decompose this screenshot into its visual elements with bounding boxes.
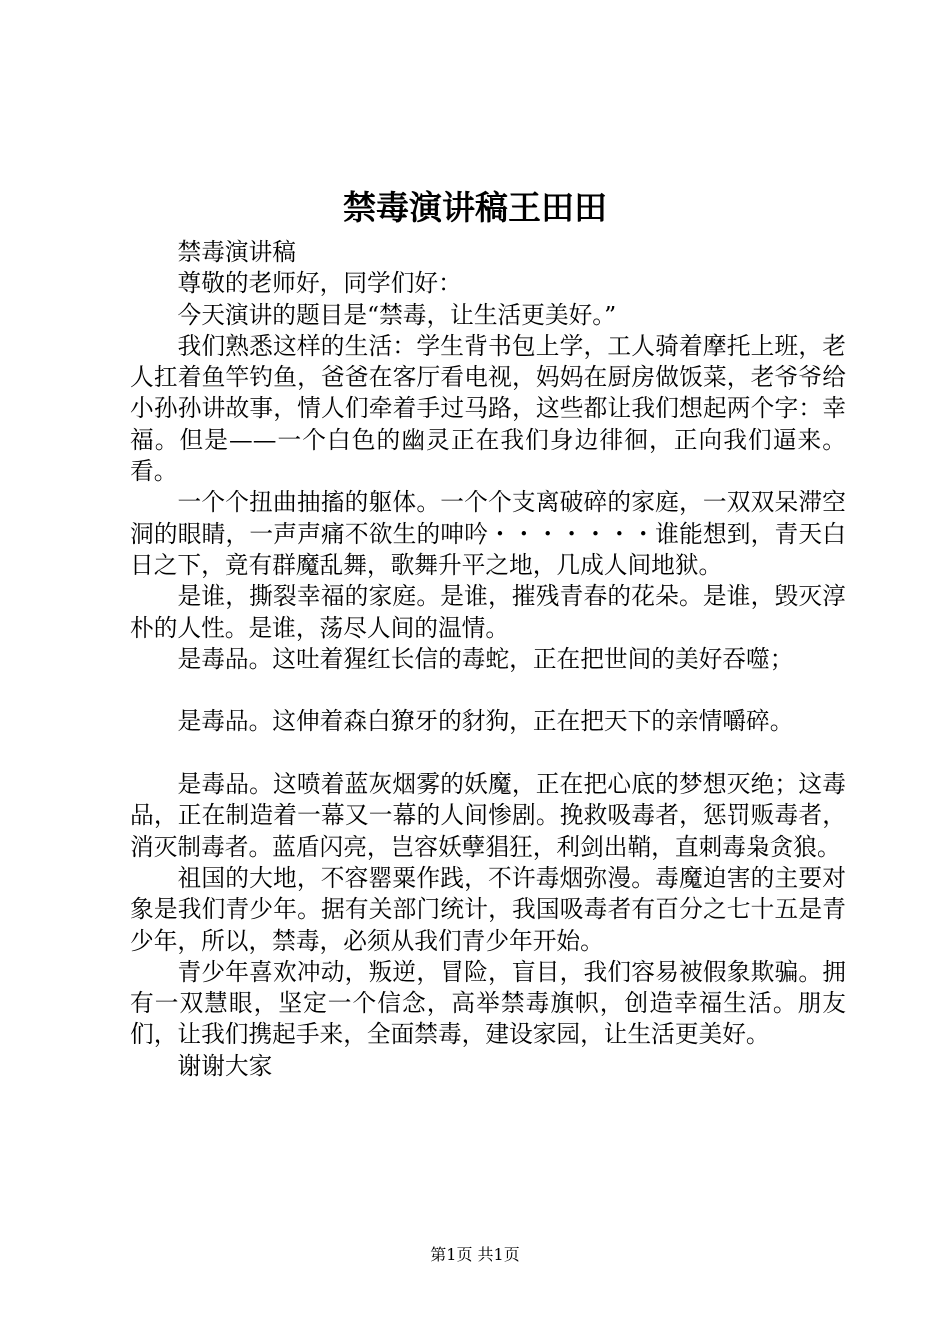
paragraph-who: 是谁，撕裂幸福的家庭。是谁，摧残青春的花朵。是谁，毁灭淳朴的人性。是谁，荡尽人间的温情。 [130,582,846,642]
blank-line [130,738,846,769]
paragraph-jackal: 是毒品。这伸着森白獠牙的豺狗，正在把天下的亲情嚼碎。 [177,707,794,736]
document-body [130,237,846,1082]
blank-line [130,675,846,706]
paragraph-heading: 禁毒演讲稿 [177,238,296,266]
document-title: 禁毒演讲稿王田田 [343,188,607,227]
page-footer: 第1页 共1页 [430,1245,520,1264]
paragraph-snake: 是毒品。这吐着猩红长信的毒蛇，正在把世间的美好吞噬； [177,644,794,673]
paragraph-happiness: 我们熟悉这样的生活：学生背书包上学，工人骑着摩托上班，老人扛着鱼竿钓鱼，爸爸在客厅看电视，妈妈在厨房做饭菜，老爷爷给小孙孙讲故事，情人们牵着手过马路，这些都让我们想起两个字：幸福。但是——一个白色的幽灵正在我们身边徘徊，正向我们逼来。看。 [130,331,846,486]
paragraph-youth: 青少年喜欢冲动，叛逆，冒险，盲目，我们容易被假象欺骗。拥有一双慧眼，坚定一个信念，高举禁毒旗帜，创造幸福生活。朋友们，让我们携起手来，全面禁毒，建设家园，让生活更美好。 [130,957,846,1049]
paragraph-topic: 今天演讲的题目是“禁毒，让生活更美好。” [177,300,617,329]
paragraph-demon: 是毒品。这喷着蓝灰烟雾的妖魔，正在把心底的梦想灭绝；这毒品，正在制造着一幕又一幕的人间惨剧。挽救吸毒者，惩罚贩毒者，消灭制毒者。蓝盾闪亮，岂容妖孽猖狂，利剑出鞘，直刺毒枭贪狼。 [130,770,846,861]
paragraph-greeting: 尊敬的老师好，同学们好： [177,269,462,298]
paragraph-suffering: 一个个扭曲抽搐的躯体。一个个支离破碎的家庭，一双双呆滞空洞的眼睛，一声声痛不欲生的呻吟・・・・・・・谁能想到，青天白日之下，竟有群魔乱舞，歌舞升平之地，几成人间地狱。 [130,488,846,579]
paragraph-motherland: 祖国的大地，不容罂粟作践，不许毒烟弥漫。毒魔迫害的主要对象是我们青少年。据有关部门统计，我国吸毒者有百分之七十五是青少年，所以，禁毒，必须从我们青少年开始。 [130,863,846,955]
paragraph-thanks: 谢谢大家 [177,1051,273,1080]
